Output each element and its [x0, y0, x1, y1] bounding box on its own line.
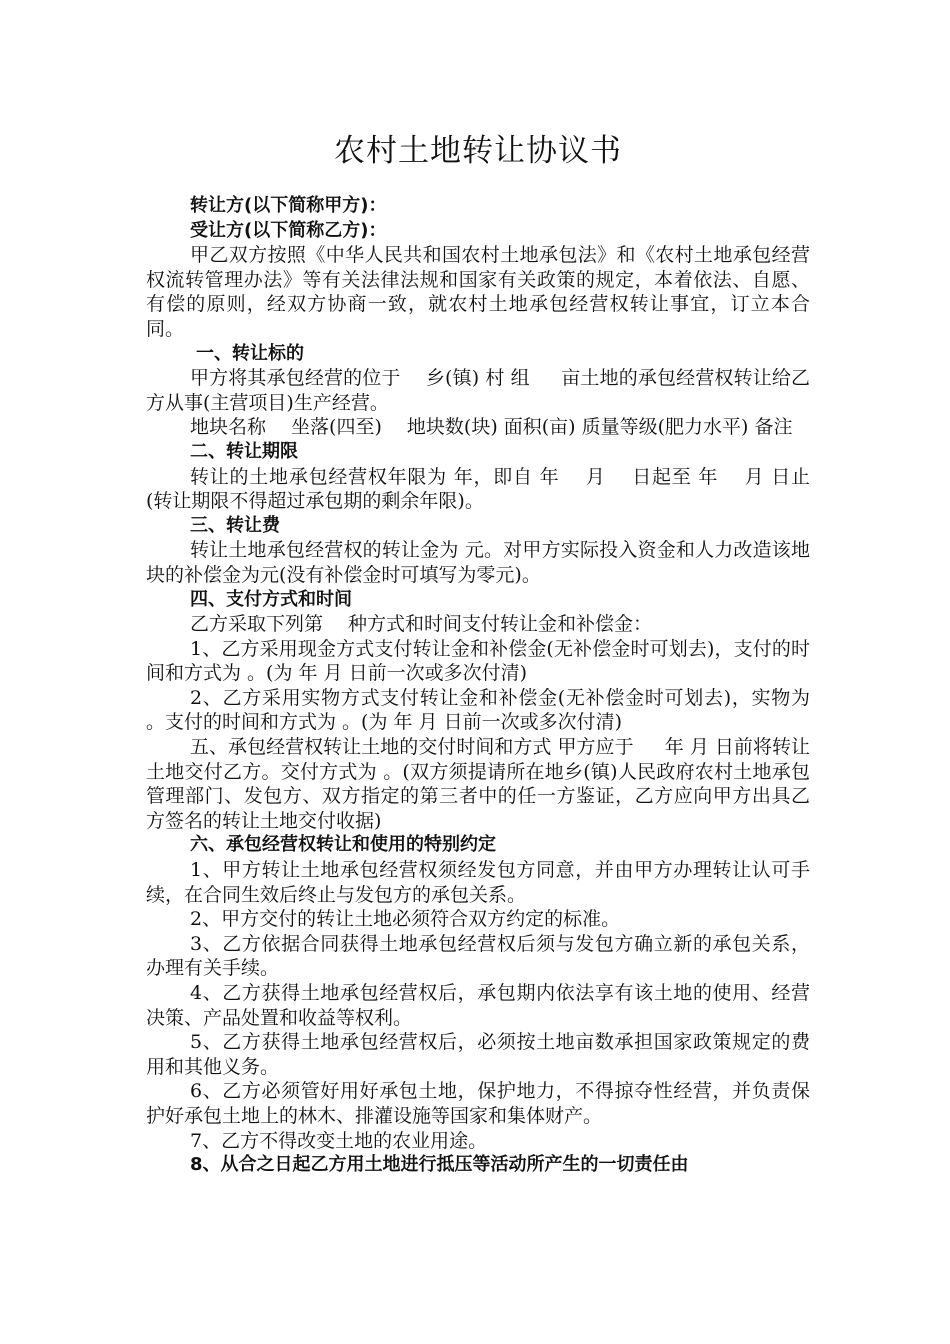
section-5-paragraph-1: 五、承包经营权转让土地的交付时间和方式 甲方应于 年 月 日前将转让土地交付乙方。交付方式为 。(双方须提请所在地乡(镇)人民政府农村土地承包管理部门、发包方、双方指定的第三者中的任一方鉴证，乙方应向甲方出具乙方签名的转让土地交付收据) — [146, 736, 810, 832]
party-b-line: 受让方(以下简称乙方)： — [190, 219, 387, 241]
section-4-paragraph-1: 乙方采取下列第 种方式和时间支付转让金和补偿金： — [190, 613, 653, 636]
section-1-paragraph-2: 地块名称 坐落(四至) 地块数(块) 面积(亩) 质量等级(肥力水平) 备注 — [190, 416, 793, 439]
section-3-heading: 三、转让费 — [190, 514, 280, 536]
section-6-item: 7、乙方不得改变土地的农业用途。 — [190, 1129, 488, 1152]
document-title: 农村土地转让协议书 — [334, 133, 622, 169]
intro-paragraph: 甲乙双方按照《中华人民共和国农村土地承包法》和《农村土地承包经营权流转管理办法》等有关法律法规和国家有关政策的规定，本着依法、自愿、有偿的原则，经双方协商一致，就农村土地承包经营权转让事宜，订立本合同。 — [146, 244, 810, 340]
section-4-paragraph-3: 2、乙方采用实物方式支付转让金和补偿金(无补偿金时可划去)，实物为 。支付的时间和方式为 。(为 年 月 日前一次或多次付清) — [146, 686, 810, 734]
section-6-item: 1、甲方转让土地承包经营权须经发包方同意，并由甲方办理转让认可手续，在合同生效后终止与发包方的承包关系。 — [146, 859, 810, 906]
party-a-line: 转让方(以下简称甲方)： — [190, 195, 387, 216]
section-4-heading: 四、支付方式和时间 — [190, 588, 352, 610]
section-6-item: 6、乙方必须管好用好承包土地，保护地力，不得掠夺性经营，并负责保护好承包土地上的林木、排灌设施等国家和集体财产。 — [146, 1080, 810, 1127]
document-page — [146, 128, 810, 1178]
section-2-paragraph-1: 转让的土地承包经营权年限为 年，即自 年 月 日起至 年 月 日止 (转让期限不得超过承包期的剩余年限)。 — [146, 465, 810, 513]
section-4-paragraph-2: 1、乙方采用现金方式支付转让金和补偿金(无补偿金时可划去)，支付的时间和方式为 。(为 年 月 日前一次或多次付清) — [146, 637, 810, 685]
section-6-item: 5、乙方获得土地承包经营权后，必须按土地亩数承担国家政策规定的费用和其他义务。 — [146, 1031, 810, 1078]
section-6-item: 3、乙方依据合同获得土地承包经营权后须与发包方确立新的承包关系，办理有关手续。 — [146, 932, 810, 980]
section-6-item: 2、甲方交付的转让土地必须符合双方约定的标准。 — [190, 908, 621, 931]
section-2-heading: 二、转让期限 — [190, 440, 298, 462]
section-6-heading: 六、承包经营权转让和使用的特别约定 — [190, 834, 496, 856]
section-3-paragraph-1: 转让土地承包经营权的转让金为 元。对甲方实际投入资金和人力改造该地块的补偿金为元(没有补偿金时可填写为零元)。 — [146, 539, 810, 586]
section-1-heading: 一、转让标的 — [196, 342, 304, 364]
section-6-item-8: 8、从合之日起乙方用土地进行抵压等活动所产生的一切责任由 — [190, 1154, 689, 1176]
section-1-paragraph-1: 甲方将其承包经营的位于 乡(镇) 村 组 亩土地的承包经营权转让给乙方从事(主营项目)生产经营。 — [146, 367, 810, 414]
section-6-item: 4、乙方获得土地承包经营权后，承包期内依法享有该土地的使用、经营决策、产品处置和收益等权利。 — [146, 982, 810, 1029]
